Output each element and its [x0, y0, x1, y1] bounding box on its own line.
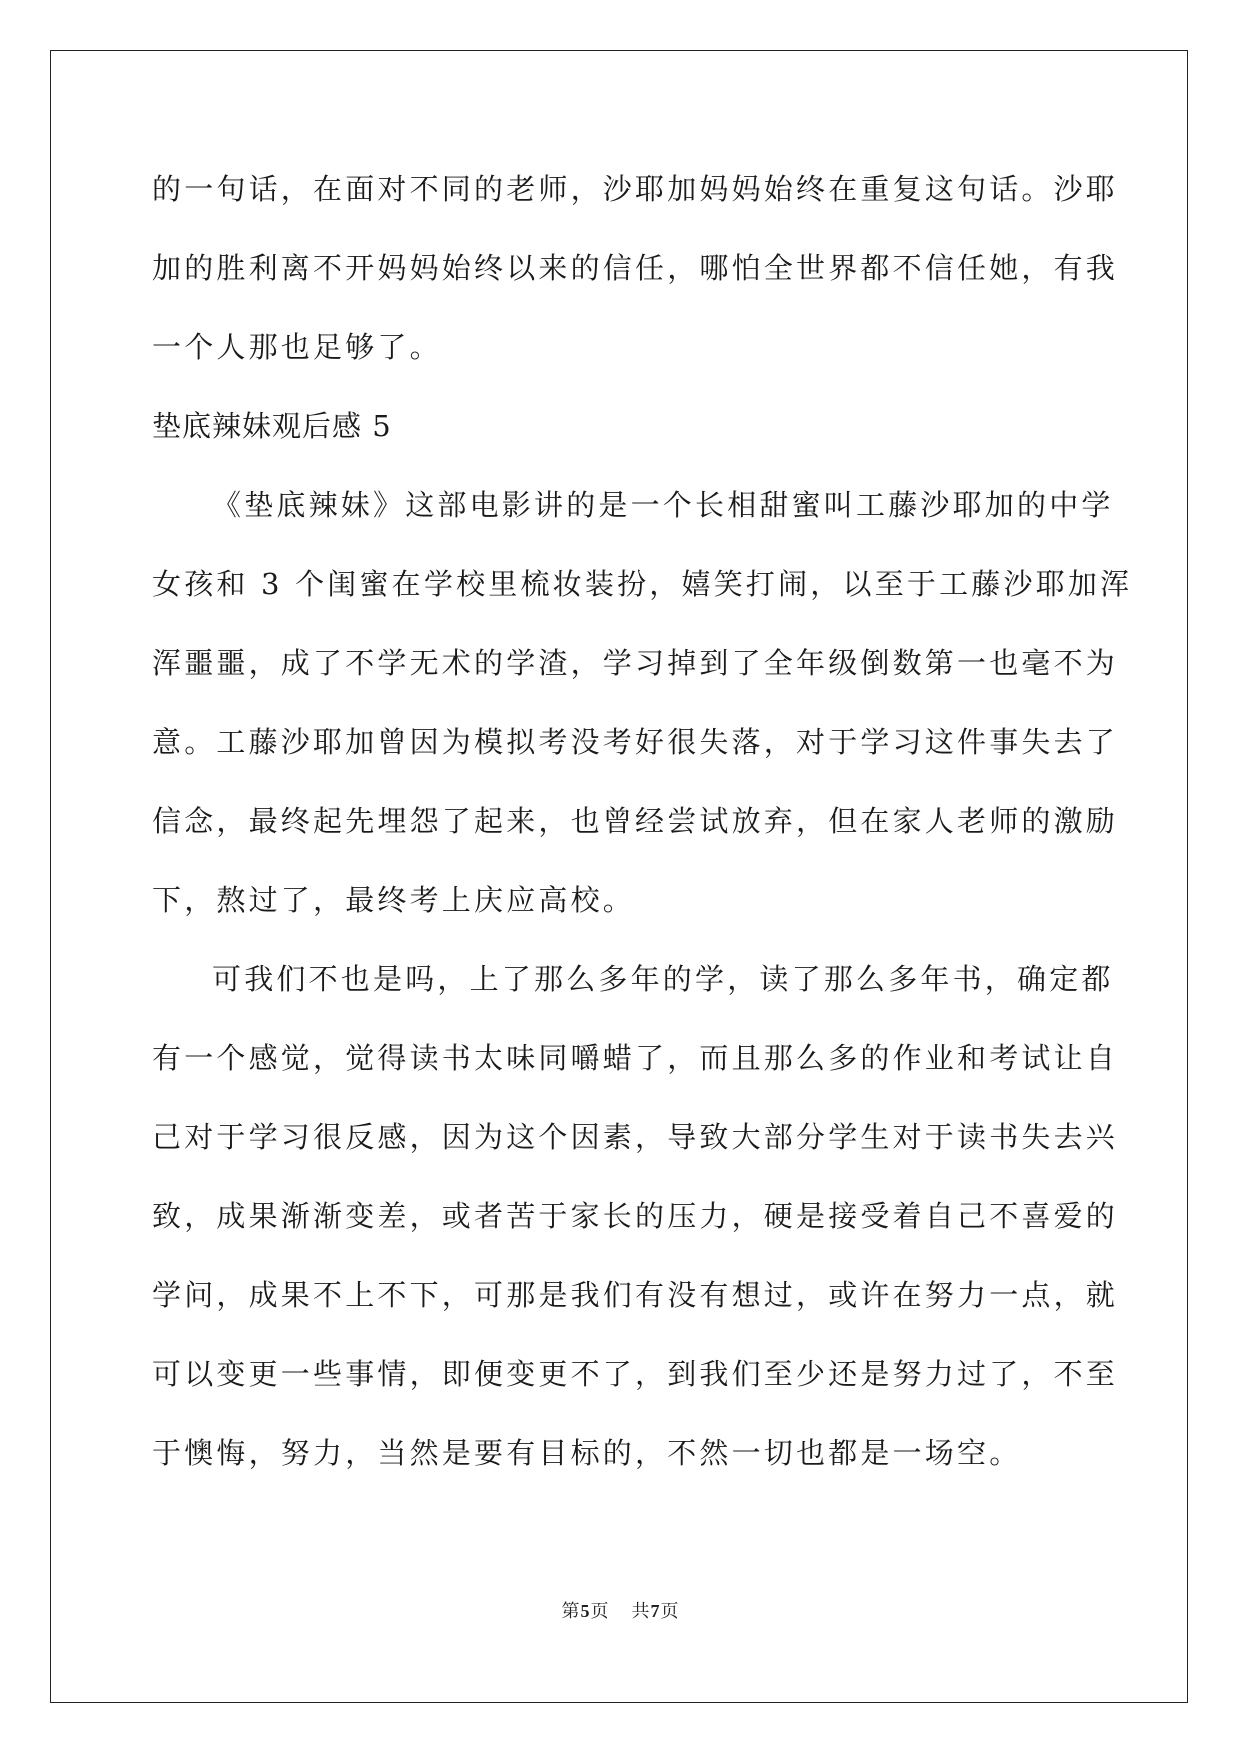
paragraph-line: 致，成果渐渐变差，或者苦于家长的压力，硬是接受着自己不喜爱的 [152, 1199, 1119, 1233]
paragraph-line: 一个人那也足够了。 [152, 330, 442, 364]
paragraph-line: 可以变更一些事情，即便变更不了，到我们至少还是努力过了，不至 [152, 1357, 1119, 1391]
page-suffix: 页 [590, 1601, 610, 1621]
paragraph-line: 意。工藤沙耶加曾因为模拟考没考好很失落，对于学习这件事失去了 [152, 725, 1119, 759]
page-footer [0, 1597, 1241, 1623]
paragraph-line: 加的胜利离不开妈妈始终以来的信任，哪怕全世界都不信任她，有我 [152, 251, 1119, 285]
paragraph-line: 可我们不也是吗，上了那么多年的学，读了那么多年书，确定都 [212, 962, 1114, 996]
paragraph-line: 有一个感觉，觉得读书太味同嚼蜡了，而且那么多的作业和考试让自 [152, 1041, 1119, 1075]
total-prefix: 共 [631, 1601, 651, 1621]
paragraph-line: 浑噩噩，成了不学无术的学渣，学习掉到了全年级倒数第一也毫不为 [152, 646, 1119, 680]
paragraph-line: 的一句话，在面对不同的老师，沙耶加妈妈始终在重复这句话。沙耶 [152, 172, 1119, 206]
paragraph-line: 己对于学习很反感，因为这个因素，导致大部分学生对于读书失去兴 [152, 1120, 1119, 1154]
document-body [152, 150, 1133, 1493]
current-page-number: 5 [580, 1601, 591, 1621]
total-page-number: 7 [650, 1601, 661, 1621]
paragraph-line: 信念，最终起先埋怨了起来，也曾经尝试放弃，但在家人老师的激励 [152, 804, 1119, 838]
section-heading: 垫底辣妹观后感 5 [152, 409, 392, 443]
paragraph-line: 《垫底辣妹》这部电影讲的是一个长相甜蜜叫工藤沙耶加的中学 [212, 488, 1114, 522]
total-suffix: 页 [660, 1601, 680, 1621]
paragraph-line: 下，熬过了，最终考上庆应高校。 [152, 883, 636, 917]
page-prefix: 第 [561, 1601, 581, 1621]
paragraph-line: 女孩和 3 个闺蜜在学校里梳妆装扮，嬉笑打闹，以至于工藤沙耶加浑 [152, 567, 1133, 601]
paragraph-line: 于懊悔，努力，当然是要有目标的，不然一切也都是一场空。 [152, 1436, 1022, 1470]
paragraph-line: 学问，成果不上不下，可那是我们有没有想过，或许在努力一点，就 [152, 1278, 1119, 1312]
